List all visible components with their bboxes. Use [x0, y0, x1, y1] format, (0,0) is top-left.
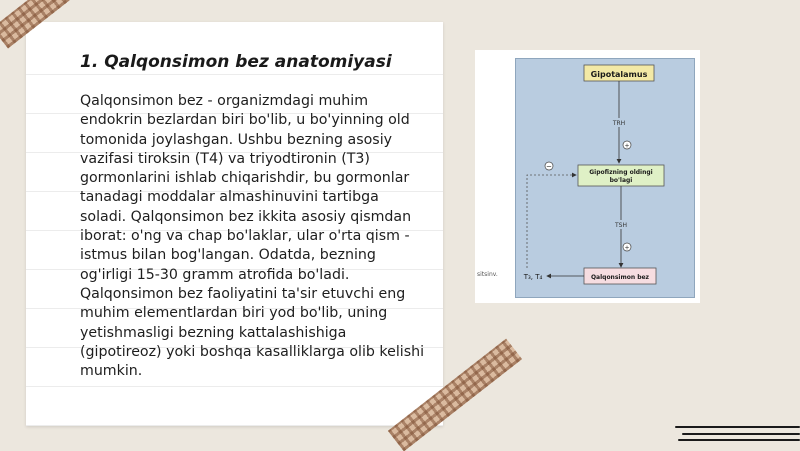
- thyroid-label: Qalqonsimon bez: [590, 274, 650, 281]
- slide-title: 1. Qalqonsimon bez anatomiyasi: [80, 52, 392, 72]
- side-label: sitsinv.: [477, 271, 498, 278]
- plus-icon-1: +: [624, 142, 630, 150]
- decorative-line-2: [682, 433, 800, 435]
- thyroid-regulation-diagram: [475, 50, 700, 303]
- decorative-line-3: [678, 439, 800, 441]
- pituitary-label-line2: bo'lagi: [609, 177, 633, 184]
- decorative-lines: [675, 426, 800, 442]
- hypothalamus-label: Gipotalamus: [590, 70, 648, 79]
- plus-icon-2: +: [624, 244, 630, 252]
- tsh-label: TSH: [615, 222, 627, 229]
- diagram-svg: [475, 50, 700, 303]
- pituitary-label-line1: Gipofizning oldingi: [589, 169, 653, 176]
- trh-label: TRH: [612, 120, 626, 127]
- minus-icon: −: [546, 162, 552, 171]
- slide-paragraph: Qalqonsimon bez - organizmdagi muhim endokrin bezlardan biri bo'lib, u bo'yinning old tomonida joylashgan. Ushbu bezning asosiy vazifasi tiroksin (T4) va triyodtironin (T3) gormonlarini ishlab chiqarishdir, bu gormonlar tanadagi moddalar almashinuvini tartibga soladi. Qalqonsimon bez ikkita asosiy qismdan iborat: o'ng va chap bo'laklar, ular o'rta qism - istmus bilan bog'langan. Odatda, bezning og'irligi 15-30 gramm atrofida bo'ladi. Qalqonsimon bez faoliyatini ta'sir etuvchi eng muhim elementlardan biri yod bo'lib, uning yetishmasligi bezning kattalashishiga (gipotireoz) yoki boshqa kasalliklarga olib kelishi mumkin.: [80, 93, 425, 380]
- decorative-line-1: [675, 426, 800, 428]
- negative-feedback-line: [527, 175, 576, 268]
- hormones-label: T₃, T₄: [523, 273, 543, 281]
